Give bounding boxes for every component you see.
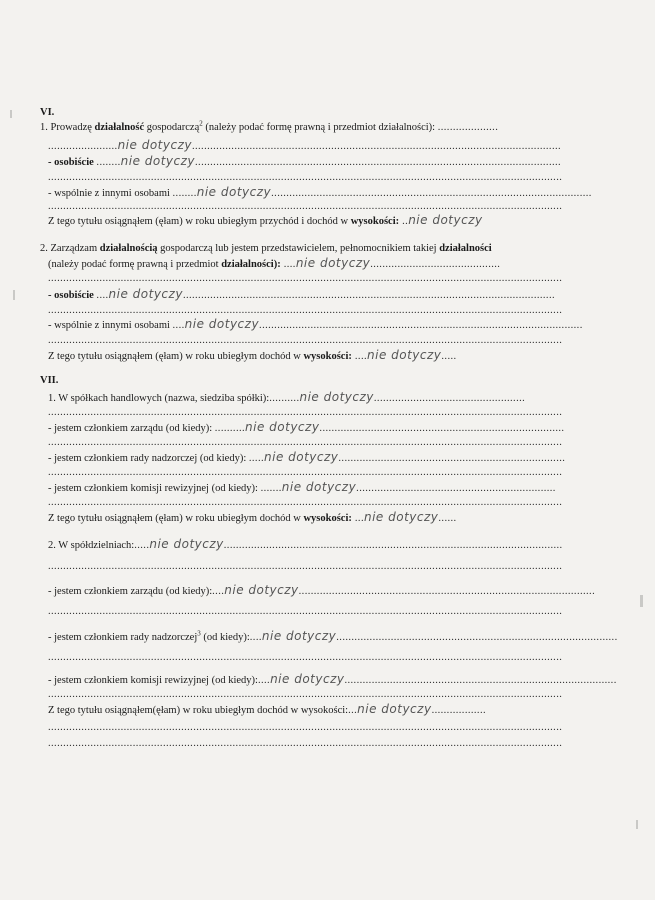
vii-item2-intro: 2. W spółdzielniach:.....nie dotyczy................................................................................................................ — [48, 537, 563, 551]
dotted-line: .......................................................................................................................................................................... — [48, 722, 563, 733]
vi-item1-income: Z tego tytułu osiągnąłem (ęłam) w roku ubiegłym przychód i dochód w wysokości: ..nie dotyczy — [48, 213, 483, 227]
dotted-line: .......................................................................................................................................................................... — [48, 201, 563, 212]
handwritten-answer: nie dotyczy — [196, 185, 272, 199]
handwritten-answer: nie dotyczy — [261, 629, 337, 643]
vi-item1-personal: - osobiście ........nie dotyczy......................................................................................................................... — [48, 154, 562, 168]
vii-item1-supervisory: - jestem członkiem rady nadzorczej (od kiedy): .....nie dotyczy........................................................................... — [48, 450, 566, 464]
handwritten-answer: nie dotyczy — [184, 317, 260, 331]
vii-item1-board: - jestem członkiem zarządu (od kiedy): ..........nie dotyczy................................................................................. — [48, 420, 565, 434]
dotted-line: .......................................................................................................................................................................... — [48, 652, 563, 663]
handwritten-answer: nie dotyczy — [224, 583, 299, 597]
vi-item2-joint: - wspólnie z innymi osobami ....nie dotyczy........................................................................................................... — [48, 317, 583, 331]
vi-item2-personal: - osobiście ....nie dotyczy........................................................................................................................... — [48, 287, 556, 301]
dotted-line: .......................................................................................................................................................................... — [48, 467, 563, 478]
scan-edge-mark — [13, 290, 15, 300]
dotted-line: .......................................................................................................................................................................... — [48, 407, 563, 418]
handwritten-answer: nie dotyczy — [108, 287, 183, 301]
handwritten-answer: nie dotyczy — [149, 537, 224, 551]
handwritten-answer: nie dotyczy — [270, 672, 345, 686]
vii-item2-board: - jestem członkiem zarządu (od kiedy):....nie dotyczy.................................................................................................. — [48, 583, 596, 597]
vi-item2-intro-cont: (należy podać formę prawną i przedmiot działalności): ....nie dotyczy........................................... — [48, 256, 501, 270]
dotted-line: .......................................................................................................................................................................... — [48, 305, 563, 316]
handwritten-answer: nie dotyczy — [299, 390, 374, 404]
dotted-line: .......................................................................................................................................................................... — [48, 437, 563, 448]
handwritten-answer: nie dotyczy — [117, 138, 192, 152]
handwritten-answer: nie dotyczy — [120, 154, 196, 168]
vi-item1-answer-line: .......................nie dotyczy.......................................................................................................................... — [48, 138, 562, 152]
handwritten-answer: nie dotyczy — [357, 702, 432, 716]
section-vi-heading: VI. — [40, 107, 55, 118]
handwritten-answer: nie dotyczy — [295, 256, 371, 270]
vii-item2-supervisory: - jestem członkiem rady nadzorczej$^3$ (od kiedy):....nie dotyczy............................................................................................. — [48, 629, 618, 643]
scan-edge-mark — [636, 820, 638, 829]
vii-item1-intro: 1. W spółkach handlowych (nazwa, siedziba spółki):..........nie dotyczy.................................................. — [48, 390, 526, 404]
handwritten-answer: nie dotyczy — [363, 510, 439, 524]
dotted-line: .......................................................................................................................................................................... — [48, 273, 563, 284]
handwritten-answer: nie dotyczy — [264, 450, 339, 464]
vi-item1-joint: - wspólnie z innymi osobami ........nie dotyczy.......................................................................................................... — [48, 185, 592, 199]
vii-item1-income: Z tego tytułu osiągnąłem (ęłam) w roku ubiegłym dochód w wysokości: ...nie dotyczy...... — [48, 510, 457, 524]
vii-item1-audit: - jestem członkiem komisji rewizyjnej (od kiedy): .......nie dotyczy.................................................................. — [48, 480, 556, 494]
handwritten-answer: nie dotyczy — [245, 420, 320, 434]
vii-item2-audit: - jestem członkiem komisji rewizyjnej (od kiedy):....nie dotyczy.......................................................................................... — [48, 672, 617, 686]
dotted-line: .......................................................................................................................................................................... — [48, 738, 563, 749]
dotted-line: .......................................................................................................................................................................... — [48, 606, 563, 617]
handwritten-answer: nie dotyczy — [408, 213, 483, 227]
vi-item2-income: Z tego tytułu osiągnąłem (ęłam) w roku ubiegłym dochód w wysokości: ....nie dotyczy..... — [48, 348, 457, 362]
section-vii-heading: VII. — [40, 375, 59, 386]
vi-item2-intro: 2. Zarządzam działalnością gospodarczą lub jestem przedstawicielem, pełnomocnikiem takiej działalności — [40, 243, 492, 254]
dotted-line: .......................................................................................................................................................................... — [48, 172, 563, 183]
dotted-line: .......................................................................................................................................................................... — [48, 561, 563, 572]
scan-edge-mark — [10, 110, 12, 118]
handwritten-answer: nie dotyczy — [367, 348, 442, 362]
vii-item2-income: Z tego tytułu osiągnąłem(ęłam) w roku ubiegłym dochód w wysokości:...nie dotyczy.................. — [48, 702, 487, 716]
dotted-line: .......................................................................................................................................................................... — [48, 497, 563, 508]
dotted-line: .......................................................................................................................................................................... — [48, 689, 563, 700]
vi-item1-intro: 1. Prowadzę działalność gospodarczą$^2$ (należy podać formę prawną i przedmiot działalności): .................... — [40, 119, 499, 133]
handwritten-answer: nie dotyczy — [281, 480, 357, 494]
dotted-line: .......................................................................................................................................................................... — [48, 335, 563, 346]
